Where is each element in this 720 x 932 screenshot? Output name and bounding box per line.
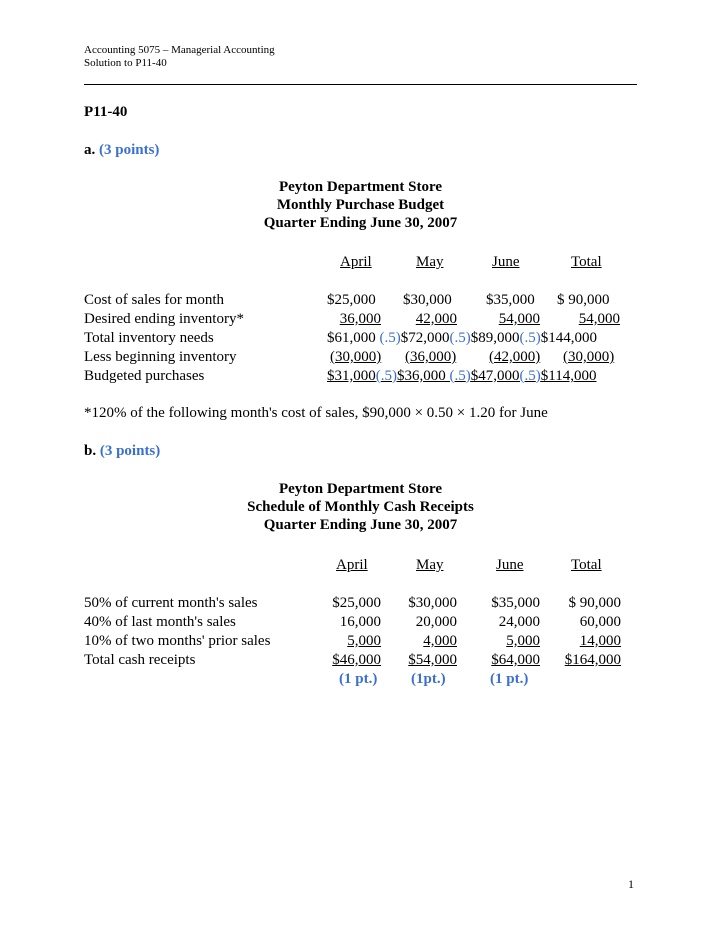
part-b-cell: 14,000 xyxy=(579,633,621,649)
half-point-note: (.5) xyxy=(519,330,541,346)
part-a-cell: 36,000 xyxy=(339,311,381,327)
part-b-row-label: 40% of last month's sales xyxy=(84,614,236,630)
part-a-cell: 42,000 xyxy=(415,311,457,327)
part-b-title-1: Peyton Department Store xyxy=(278,481,442,497)
part-a-col-total: Total xyxy=(571,254,602,270)
part-b-cell: $ 90,000 xyxy=(568,595,621,611)
part-b-heading xyxy=(84,442,160,460)
part-b-row-label: 10% of two months' prior sales xyxy=(84,633,271,649)
part-b-title-3: Quarter Ending June 30, 2007 xyxy=(263,517,458,533)
part-a-cell: (36,000) xyxy=(405,349,457,365)
part-b-col-june: June xyxy=(496,557,524,573)
part-b-cell-wrap xyxy=(326,632,381,650)
part-a-title-1: Peyton Department Store xyxy=(278,179,442,195)
part-a-row-label: Total inventory needs xyxy=(84,330,214,346)
part-b-cell: $35,000 xyxy=(491,595,540,611)
part-b-cell-wrap xyxy=(560,651,621,669)
part-a-row-label: Desired ending inventory* xyxy=(84,311,244,327)
part-b-cell-wrap xyxy=(326,651,381,669)
header-rule xyxy=(84,84,637,85)
half-point-note: (.5) xyxy=(379,330,401,346)
part-a-cell: $35,000 xyxy=(486,292,535,308)
part-a-cell: 54,000 xyxy=(578,311,620,327)
part-b-cell: $164,000 xyxy=(564,652,621,668)
part-b-col-may: May xyxy=(416,557,444,573)
part-b-cell: $30,000 xyxy=(408,595,457,611)
part-a-cell: $61,000 xyxy=(327,330,376,346)
part-a-cell: $36,000 xyxy=(397,368,450,384)
part-a-row-label: Less beginning inventory xyxy=(84,349,237,365)
part-a-cell-group xyxy=(563,348,614,366)
part-a-points: (3 points) xyxy=(99,142,160,158)
part-b-cell: 5,000 xyxy=(347,633,381,649)
part-a-cell: (42,000) xyxy=(489,349,541,365)
part-a-cell: (30,000) xyxy=(563,349,615,365)
part-a-row-label: Cost of sales for month xyxy=(84,292,224,308)
part-a-cell: $47,000 xyxy=(470,368,520,384)
part-a-cell: $89,000 xyxy=(470,330,520,346)
page-number: 1 xyxy=(628,877,634,891)
part-b-cell: 5,000 xyxy=(506,633,540,649)
part-b-cell-wrap xyxy=(401,651,457,669)
part-b-cell: $25,000 xyxy=(332,595,381,611)
part-b-cell: 20,000 xyxy=(415,614,457,630)
part-a-cell: $31,000 xyxy=(327,368,376,384)
part-b-points: (3 points) xyxy=(99,443,161,459)
part-a-col-may: May xyxy=(416,254,444,270)
header-solution: Solution to P11-40 xyxy=(84,57,167,69)
part-a-cell: $114,000 xyxy=(540,368,597,384)
point-note-may: (1pt.) xyxy=(411,671,446,687)
part-a-row-label: Budgeted purchases xyxy=(84,368,205,384)
part-b-cell-wrap xyxy=(401,632,457,650)
part-b-cell: $64,000 xyxy=(491,652,540,668)
part-a-cell-group xyxy=(330,348,381,366)
part-a-cell-group xyxy=(327,367,596,385)
header-course: Accounting 5075 – Managerial Accounting xyxy=(84,44,275,56)
part-b-title-2: Schedule of Monthly Cash Receipts xyxy=(247,499,474,515)
part-a-cell: $25,000 xyxy=(327,292,376,308)
part-a-label: a. xyxy=(84,142,96,158)
part-b-cell: $46,000 xyxy=(332,652,381,668)
part-a-heading xyxy=(84,141,159,159)
part-a-cell-group xyxy=(405,348,456,366)
part-b-cell-wrap xyxy=(560,632,621,650)
part-b-cell-wrap xyxy=(484,632,540,650)
part-b-cell: 16,000 xyxy=(339,614,381,630)
part-b-cell: 24,000 xyxy=(498,614,540,630)
part-b-label: b. xyxy=(84,443,97,459)
part-b-col-total: Total xyxy=(571,557,602,573)
part-b-cell: $54,000 xyxy=(408,652,457,668)
part-a-cell-group xyxy=(489,348,540,366)
part-b-row-label: 50% of current month's sales xyxy=(84,595,258,611)
part-b-row-label: Total cash receipts xyxy=(84,652,196,668)
point-note-june: (1 pt.) xyxy=(490,671,529,687)
part-a-cell: $ 90,000 xyxy=(557,292,610,308)
part-a-title-2: Monthly Purchase Budget xyxy=(276,197,445,213)
part-b-col-april: April xyxy=(336,557,368,573)
part-a-footnote: *120% of the following month's cost of sales, $90,000 × 0.50 × 1.20 for June xyxy=(84,405,548,421)
part-a-cell: 54,000 xyxy=(498,311,540,327)
half-point-note: (.5) xyxy=(449,330,471,346)
part-a-cell: (30,000) xyxy=(330,349,382,365)
half-point-note: (.5) xyxy=(519,368,541,384)
half-point-note: (.5) xyxy=(449,368,471,384)
part-a-col-april: April xyxy=(340,254,372,270)
part-b-cell-wrap xyxy=(484,651,540,669)
part-a-title-3: Quarter Ending June 30, 2007 xyxy=(263,215,458,231)
part-a-cell: $30,000 xyxy=(403,292,452,308)
part-b-cell: 4,000 xyxy=(423,633,457,649)
part-a-cell: $144,000 xyxy=(540,330,597,346)
part-a-cell: $72,000 xyxy=(400,330,450,346)
point-note-april: (1 pt.) xyxy=(339,671,378,687)
problem-title: P11-40 xyxy=(84,104,128,120)
part-b-cell: 60,000 xyxy=(579,614,621,630)
half-point-note: (.5) xyxy=(375,368,397,384)
part-a-cell-group xyxy=(327,329,597,347)
part-a-col-june: June xyxy=(492,254,520,270)
